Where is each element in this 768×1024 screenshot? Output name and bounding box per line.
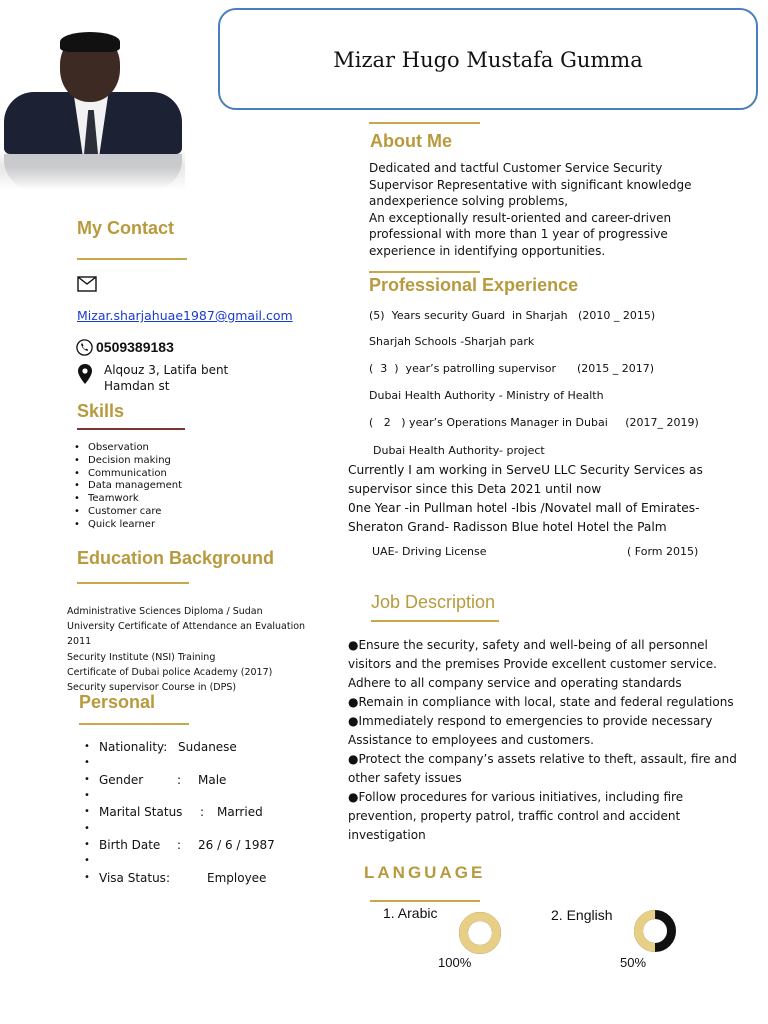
birth-date-sep: : bbox=[177, 838, 182, 852]
language-english-label: 2. English bbox=[551, 907, 613, 923]
language-arabic-label: 1. Arabic bbox=[383, 905, 438, 921]
education-rule bbox=[77, 582, 189, 584]
job-line: ●Follow procedures for various initiatives, including fire bbox=[348, 790, 684, 804]
experience-item: ( 3 ) year’s patrolling supervisor (2015 _ 2017) bbox=[369, 362, 655, 375]
address-line-2: Hamdan st bbox=[104, 379, 170, 393]
about-line: professional with more than 1 year of progressive bbox=[369, 227, 668, 241]
experience-item: (5) Years security Guard in Sharjah (2010 _ 2015) bbox=[369, 309, 656, 322]
skill-item: • Quick learner bbox=[74, 519, 182, 532]
job-description bbox=[348, 636, 737, 845]
language-heading: LANGUAGE bbox=[364, 863, 486, 882]
job-line: ●Immediately respond to emergencies to provide necessary bbox=[348, 714, 713, 728]
education-line: University Certificate of Attendance an Evaluation bbox=[67, 621, 306, 633]
job-line: visitors and the premises Provide excellent customer service. bbox=[348, 657, 717, 671]
visa-status-label: Visa Status: bbox=[99, 871, 170, 885]
current-line: 0ne Year -in Pullman hotel -Ibis /Novatel mall of Emirates- bbox=[348, 501, 700, 515]
about-text bbox=[369, 160, 692, 259]
birth-date-value: 26 / 6 / 1987 bbox=[198, 838, 275, 852]
job-line: investigation bbox=[348, 828, 426, 842]
skill-item: • Observation bbox=[74, 442, 182, 455]
address-line-1: Alqouz 3, Latifa bent bbox=[104, 363, 229, 377]
license-date: ( Form 2015) bbox=[627, 545, 699, 558]
location-pin-icon bbox=[78, 364, 92, 388]
current-line: Currently I am working in ServeU LLC Security Services as bbox=[348, 463, 703, 477]
skill-item: • Teamwork bbox=[74, 493, 182, 506]
skill-item: • Decision making bbox=[74, 455, 182, 468]
job-rule bbox=[371, 620, 499, 622]
current-line: supervisor since this Deta 2021 until now bbox=[348, 482, 602, 496]
education-list bbox=[67, 604, 305, 695]
experience-item: Sharjah Schools -Sharjah park bbox=[369, 335, 535, 348]
current-line: Sheraton Grand- Radisson Blue hotel Hotel the Palm bbox=[348, 520, 667, 534]
about-heading: About Me bbox=[370, 131, 452, 151]
license-label: UAE- Driving License bbox=[372, 545, 487, 558]
current-employment bbox=[348, 461, 703, 537]
skills-rule bbox=[77, 428, 185, 430]
education-heading: Education Background bbox=[77, 548, 275, 568]
experience-item: Dubai Health Authority - Ministry of Health bbox=[369, 389, 604, 402]
experience-item: ( 2 ) year’s Operations Manager in Dubai (2017_ 2019) bbox=[369, 416, 699, 429]
marital-status-value: Married bbox=[217, 805, 263, 819]
job-line: other safety issues bbox=[348, 771, 462, 785]
education-line: Security Institute (NSI) Training bbox=[67, 651, 216, 663]
job-line: ●Remain in compliance with local, state and federal regulations bbox=[348, 695, 734, 709]
skills-list bbox=[74, 442, 182, 532]
experience-heading: Professional Experience bbox=[369, 275, 579, 295]
job-line: ●Protect the company’s assets relative to theft, assault, fire and bbox=[348, 752, 737, 766]
language-arabic-ring bbox=[457, 910, 503, 960]
contact-heading: My Contact bbox=[77, 218, 175, 238]
full-name: Mizar Hugo Mustafa Gumma bbox=[333, 48, 643, 72]
gender-value: Male bbox=[198, 773, 227, 787]
gender-sep: : bbox=[177, 773, 182, 787]
name-header bbox=[218, 8, 758, 110]
personal-rule bbox=[79, 723, 189, 725]
job-line: Adhere to all company service and operating standards bbox=[348, 676, 682, 690]
language-english-ring bbox=[632, 908, 678, 958]
job-line: ●Ensure the security, safety and well-being of all personnel bbox=[348, 638, 708, 652]
contact-rule bbox=[77, 258, 187, 260]
education-line: Administrative Sciences Diploma / Sudan bbox=[67, 606, 263, 617]
education-line: Certificate of Dubai police Academy (2017) bbox=[67, 666, 273, 678]
language-rule bbox=[370, 900, 480, 902]
experience-top-rule bbox=[369, 271, 480, 273]
envelope-icon bbox=[77, 276, 97, 296]
marital-status-label: Marital Status bbox=[99, 805, 183, 819]
about-line: experience in identifying opportunities. bbox=[369, 243, 606, 258]
phone-icon bbox=[76, 339, 93, 360]
visa-status-value: Employee bbox=[207, 871, 267, 885]
education-line: Security supervisor Course in (DPS) bbox=[67, 682, 237, 694]
phone-number: 0509389183 bbox=[96, 339, 174, 355]
nationality-value: Sudanese bbox=[178, 740, 237, 754]
job-line: prevention, property patrol, traffic control and accident bbox=[348, 809, 681, 823]
language-arabic-percent: 100% bbox=[438, 955, 472, 970]
personal-heading: Personal bbox=[79, 692, 156, 712]
job-heading: Job Description bbox=[371, 592, 496, 612]
skill-item: • Communication bbox=[74, 468, 182, 481]
job-line: Assistance to employees and customers. bbox=[348, 733, 594, 747]
skill-item: • Data management bbox=[74, 480, 182, 493]
birth-date-label: Birth Date bbox=[99, 838, 161, 852]
about-line: andexperience solving problems, bbox=[369, 194, 569, 208]
about-top-rule bbox=[369, 122, 480, 124]
skills-heading: Skills bbox=[77, 401, 125, 421]
nationality-label: Nationality: bbox=[99, 740, 168, 754]
skill-item: • Customer care bbox=[74, 506, 182, 519]
marital-status-sep: : bbox=[200, 805, 205, 819]
about-line: Dedicated and tactful Customer Service Security bbox=[369, 161, 663, 175]
about-line: An exceptionally result-oriented and career-driven bbox=[369, 210, 672, 225]
email-link[interactable]: Mizar.sharjahuae1987@gmail.com bbox=[77, 308, 293, 323]
about-line: Supervisor Representative with significant knowledge bbox=[369, 177, 692, 192]
language-english-percent: 50% bbox=[620, 955, 647, 970]
experience-item: Dubai Health Authority- project bbox=[373, 444, 545, 457]
gender-label: Gender bbox=[99, 773, 144, 787]
profile-photo bbox=[0, 0, 185, 190]
education-line: 2011 bbox=[67, 636, 92, 648]
